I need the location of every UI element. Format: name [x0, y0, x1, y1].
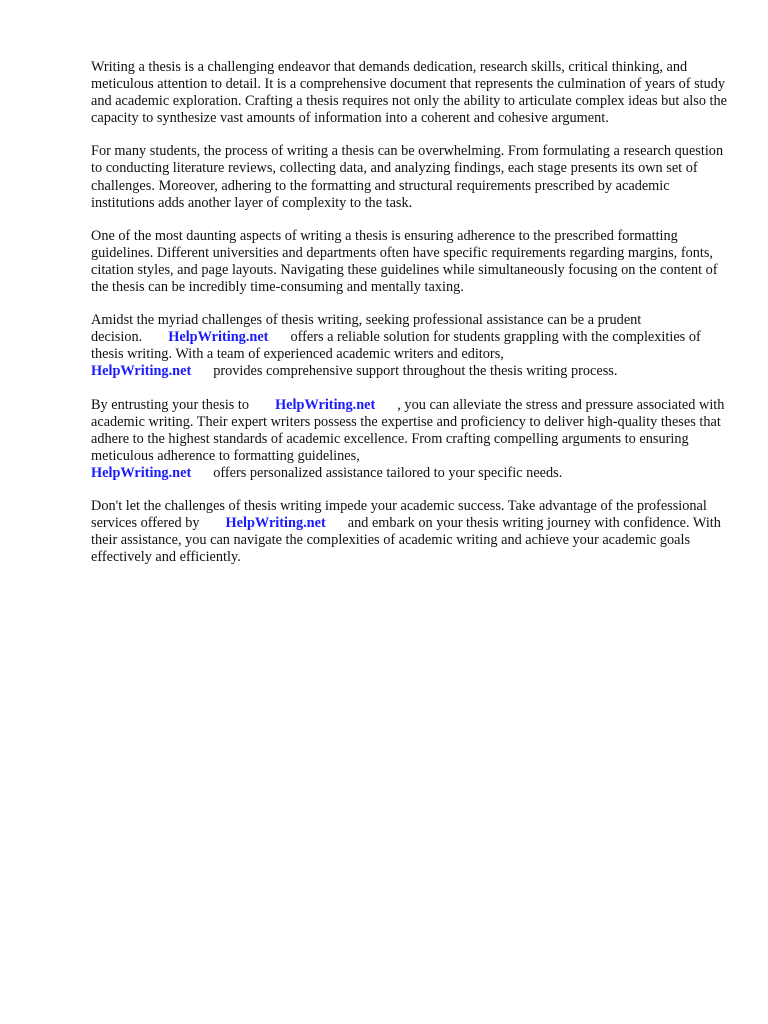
helpwriting-link[interactable]: HelpWriting.net — [168, 329, 269, 346]
paragraph-text: , you can alleviate the stress and pressure associated with academic writing. Their expert writers possess the expertise and proficiency to deliver high-quality theses that adhere to the highest standards of academic excellence. From crafting compelling arguments to ensuring meticulous adherence to formatting guidelines, — [91, 396, 725, 464]
paragraph-assistance — [91, 312, 731, 380]
helpwriting-link[interactable]: HelpWriting.net — [275, 396, 376, 413]
paragraph-text: Amidst the myriad challenges of thesis writing, seeking professional assistance can be a prudent decision. — [91, 312, 642, 346]
paragraph-text: and embark on your thesis writing journey with confidence. With their assistance, you can navigate the complexities of academic writing and achieve your academic goals effectively and efficiently. — [91, 515, 721, 566]
paragraph-challenges: For many students, the process of writing a thesis can be overwhelming. From formulating a research question to conducting literature reviews, collecting data, and analyzing findings, each stage presents its own set of challenges. Moreover, adhering to the formatting and structural requirements prescribed by academic institutions adds another layer of complexity to the task. — [91, 143, 724, 211]
paragraph-entrusting — [91, 397, 731, 482]
paragraph-text: Don't let the challenges of thesis writing impede your academic success. Take advantage of the professional services offered by — [91, 497, 707, 532]
helpwriting-link[interactable]: HelpWriting.net — [225, 515, 326, 532]
paragraph-text: By entrusting your thesis to — [91, 396, 250, 413]
helpwriting-link[interactable]: HelpWriting.net — [91, 464, 192, 481]
document-body — [91, 59, 731, 582]
paragraph-formatting: One of the most daunting aspects of writing a thesis is ensuring adherence to the prescribed formatting guidelines. Different universities and departments often have specific requirements regarding margins, fonts, citation styles, and page layouts. Navigating these guidelines while simultaneously focusing on the content of the thesis can be incredibly time-consuming and mentally taxing. — [91, 227, 718, 296]
paragraph-text: offers personalized assistance tailored to your specific needs. — [213, 464, 563, 481]
paragraph-text: offers a reliable solution for students grappling with the complexities of thesis writing. With a team of experienced academic writers and editors, — [91, 329, 701, 363]
helpwriting-link[interactable]: HelpWriting.net — [91, 363, 192, 380]
paragraph-text: provides comprehensive support throughout the thesis writing process. — [213, 363, 618, 380]
paragraph-intro: Writing a thesis is a challenging endeavor that demands dedication, research skills, critical thinking, and meticulous attention to detail. It is a comprehensive document that represents the culmination of years of study and academic exploration. Crafting a thesis requires not only the ability to articulate complex ideas but also the capacity to synthesize vast amounts of information into a coherent and cohesive argument. — [91, 59, 728, 127]
paragraph-conclusion — [91, 498, 731, 566]
